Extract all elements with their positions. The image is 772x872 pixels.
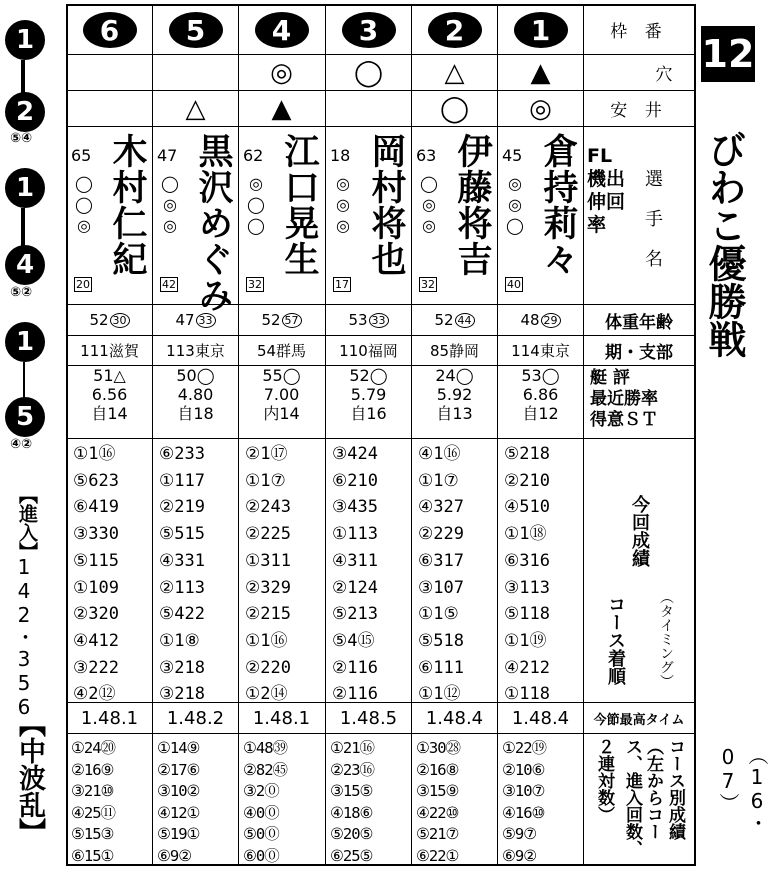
course-arrive-label: コース着順 (605, 595, 626, 685)
result-item: ③435 (332, 497, 378, 518)
age: 29 (541, 313, 561, 328)
hole-mark: ◯ (353, 57, 384, 88)
course-item: ③10⑦ (502, 782, 545, 801)
results-list (418, 441, 464, 708)
race-count: 40 (507, 278, 521, 291)
race-count: 20 (76, 278, 90, 291)
eval: 50◯ (176, 366, 215, 385)
age: 30 (110, 313, 130, 328)
fl-number: 47 (157, 146, 178, 165)
anchor-mark (326, 91, 411, 126)
race-title: びわこ優勝戦 (702, 130, 746, 358)
eval-stats (67, 366, 152, 423)
weight-age (239, 305, 324, 335)
player-name: 倉持莉々 (538, 133, 578, 277)
course-item: ⑤15③ (71, 825, 114, 844)
course-item: ④18⑥ (330, 803, 373, 822)
term: 111 (80, 341, 109, 360)
result-item: ②329 (245, 577, 291, 598)
eval: 51△ (93, 366, 126, 385)
course-item: ⑤21⑦ (416, 825, 459, 844)
age: 44 (455, 313, 475, 328)
result-item: ③218 (159, 657, 205, 678)
player-name: 江口晃生 (279, 133, 319, 277)
entry-value: 142・356 (12, 555, 36, 719)
term: 85 (429, 341, 450, 360)
result-item: ④327 (418, 497, 464, 518)
prediction-mark: ◎ (249, 174, 263, 193)
result-item: ②124 (332, 577, 378, 598)
course-item: ⑥15① (71, 846, 114, 865)
result-item: ①1⑤ (418, 604, 459, 625)
fl-number: 62 (243, 146, 264, 165)
prediction-mark: ◎ (422, 216, 436, 235)
branch: 群馬 (276, 342, 307, 360)
frame-number: 4 (255, 12, 309, 48)
prediction-mark: ◯ (161, 174, 179, 193)
course-item: ③15⑤ (330, 782, 373, 801)
course-stats (243, 738, 287, 868)
hole-mark (67, 55, 152, 90)
course-stats (71, 738, 115, 868)
course-item: ①48㊴ (243, 739, 288, 757)
result-item: ①113 (332, 524, 378, 545)
weight: 52 (89, 311, 109, 329)
weight-age (326, 305, 411, 335)
result-item: ①311 (245, 550, 291, 571)
result-item: ②113 (159, 577, 205, 598)
result-item: ③113 (504, 577, 550, 598)
branch: 静岡 (449, 342, 480, 360)
favorite-st: 自12 (522, 404, 559, 423)
anchor-mark: ◎ (529, 93, 552, 124)
course-item: ③10② (157, 782, 200, 801)
favorite-st: 自16 (350, 404, 387, 423)
result-item: ①118 (504, 684, 550, 705)
course-item: ①30㉘ (416, 739, 461, 757)
fl-number: 63 (416, 146, 437, 165)
eval: 52◯ (349, 366, 388, 385)
best-time: 1.48.1 (252, 707, 311, 729)
win-rate: 7.00 (263, 385, 300, 404)
forecast-2-top: 1 (5, 168, 45, 208)
result-item: ①2⑭ (245, 684, 288, 705)
branch: 東京 (194, 342, 225, 360)
result-item: ②219 (159, 497, 205, 518)
prediction-mark: ◎ (163, 195, 177, 214)
course-item: ⑥0⓪ (243, 846, 279, 865)
forecast-3-bottom: 5 (5, 397, 45, 437)
race-forecast: 【中波乱】 (14, 710, 45, 845)
course-item: ③21⑩ (71, 782, 114, 801)
win-rate: 5.92 (436, 385, 473, 404)
player-name: 黒沢めぐみ (193, 133, 233, 313)
term-branch (153, 336, 238, 365)
prediction-mark: ◎ (336, 216, 350, 235)
course-item: ①24⑳ (71, 739, 116, 757)
term-branch (412, 336, 497, 365)
result-item: ⑥419 (73, 497, 119, 518)
prediction-marks (332, 173, 354, 236)
frame-number: 3 (342, 12, 396, 48)
race-count: 17 (335, 278, 349, 291)
forecast-1-odds: ⑤④ (10, 131, 33, 146)
weight-age-label: 体重年齢 (605, 312, 673, 333)
result-item: ②220 (245, 657, 291, 678)
result-item: ⑤4⑮ (332, 630, 375, 651)
result-item: ⑤218 (504, 444, 550, 464)
result-item: ①1⑲ (504, 630, 547, 651)
course-stats-label-1: コース別成績 (665, 738, 685, 840)
entry-label: 【進入】 (16, 485, 38, 561)
course-item: ④0⓪ (243, 803, 279, 822)
prediction-mark: ◯ (506, 216, 524, 235)
prediction-mark: ◎ (508, 174, 522, 193)
eval: 55◯ (262, 366, 301, 385)
course-item: ②23⑯ (330, 760, 375, 779)
course-stats (502, 738, 546, 868)
anchor-mark: ◯ (439, 93, 470, 124)
result-item: ⑤518 (418, 630, 464, 651)
prediction-mark: ◯ (247, 195, 265, 214)
player-name: 岡村将也 (366, 133, 406, 277)
course-item: ④16⑩ (502, 803, 545, 822)
result-item: ⑥316 (504, 550, 550, 571)
prediction-mark: ◎ (336, 195, 350, 214)
results-list (73, 441, 119, 708)
term-branch-label: 期・支部 (605, 343, 673, 363)
favorite-st: 自14 (91, 404, 128, 423)
result-item: ②243 (245, 497, 291, 518)
prediction-mark: ◯ (75, 174, 93, 193)
prediction-mark: ◎ (336, 174, 350, 193)
result-item: ③222 (73, 657, 119, 678)
win-rate: 5.79 (350, 385, 387, 404)
result-item: ②229 (418, 524, 464, 545)
forecast-2-bottom: 4 (5, 245, 45, 285)
weight-age (153, 305, 238, 335)
result-item: ④212 (504, 657, 550, 678)
course-stats (157, 738, 199, 868)
best-time: 1.48.4 (511, 707, 570, 729)
results-list (504, 441, 550, 708)
player-name: 木村仁紀 (107, 133, 147, 277)
course-stats-label-2: （左からコース、進入回数、 (622, 738, 663, 857)
prediction-marks (159, 173, 181, 236)
prediction-marks (73, 173, 95, 236)
term-branch (239, 336, 324, 365)
current-results-label: 今回成績 (629, 495, 650, 567)
prediction-mark: ◯ (247, 216, 265, 235)
course-item: ⑤0⓪ (243, 825, 279, 844)
best-time: 1.48.4 (425, 707, 484, 729)
prediction-mark: ◎ (508, 195, 522, 214)
result-item: ⑤115 (73, 550, 119, 571)
course-item: ①21⑯ (330, 739, 375, 757)
best-time: 1.48.2 (166, 707, 225, 729)
hole-mark: ▲ (530, 57, 551, 88)
result-item: ③424 (332, 444, 378, 464)
results-list (245, 441, 291, 708)
result-item: ①1⑦ (418, 470, 459, 491)
course-item: ⑤9⑦ (502, 825, 537, 844)
eval-stats (153, 366, 238, 423)
term: 110 (339, 341, 368, 360)
stats-labels: FL 機出 伸回 率 (587, 145, 626, 236)
result-item: ③107 (418, 577, 464, 598)
result-item: ⑤118 (504, 604, 550, 625)
branch: 福岡 (367, 342, 398, 360)
branch: 東京 (539, 342, 570, 360)
course-item: ③2⓪ (243, 782, 279, 801)
forecast-1-top: 1 (5, 20, 45, 60)
hole-label: 穴 (655, 65, 673, 85)
win-rate: 6.56 (91, 385, 128, 404)
course-item: ④22⑩ (416, 803, 459, 822)
result-item: ②215 (245, 604, 291, 625)
anchor-mark: ▲ (271, 93, 292, 124)
prediction-marks (245, 173, 267, 236)
course-item: ②82㊺ (243, 760, 288, 779)
course-item: ⑥9② (502, 846, 537, 865)
result-item: ⑤213 (332, 604, 378, 625)
course-item: ②16⑧ (416, 760, 459, 779)
course-stats (416, 738, 460, 868)
result-item: ②1⑰ (245, 444, 288, 464)
course-item: ⑥25⑤ (330, 846, 373, 865)
anchor-mark: △ (185, 93, 206, 124)
course-item: ①22⑲ (502, 739, 547, 757)
course-item: ⑤19① (157, 825, 200, 844)
race-count: 42 (162, 278, 176, 291)
result-item: ④412 (73, 630, 119, 651)
course-item: ④12① (157, 803, 200, 822)
eval: 24◯ (435, 366, 474, 385)
result-item: ①1⑱ (504, 524, 547, 545)
favorite-st: 内14 (263, 404, 300, 423)
race-count: 32 (248, 278, 262, 291)
frame-label: 枠 番 (610, 22, 668, 42)
favorite-st: 自18 (177, 404, 214, 423)
eval-stats (326, 366, 411, 423)
result-item: ⑤515 (159, 524, 205, 545)
result-item: ①1⑯ (73, 444, 116, 464)
race-date: （16・07） (716, 745, 769, 833)
eval-stats (239, 366, 324, 423)
weight-age (67, 305, 152, 335)
result-item: ④2⑫ (73, 684, 116, 705)
weight-age (498, 305, 583, 335)
fl-number: 45 (502, 146, 523, 165)
course-stats (330, 738, 374, 868)
result-item: ①1⑦ (245, 470, 286, 491)
win-rate: 4.80 (177, 385, 214, 404)
course-item: ⑥9② (157, 846, 192, 865)
race-count: 32 (421, 278, 435, 291)
result-item: ④331 (159, 550, 205, 571)
weight-age (412, 305, 497, 335)
course-item: ①14⑨ (157, 739, 200, 757)
result-item: ①117 (159, 470, 205, 491)
age: 33 (196, 313, 216, 328)
forecast-2-odds: ⑤② (10, 285, 33, 300)
prediction-mark: ◎ (77, 216, 91, 235)
weight: 53 (348, 311, 368, 329)
anchor-mark (67, 91, 152, 126)
course-item: ④25⑪ (71, 803, 116, 822)
course-item: ②10⑥ (502, 760, 545, 779)
course-item: ②17⑥ (157, 760, 200, 779)
age: 33 (369, 313, 389, 328)
prediction-marks (504, 173, 526, 236)
forecast-3-top: 1 (5, 322, 45, 362)
hole-mark: ◎ (270, 57, 293, 88)
result-item: ②225 (245, 524, 291, 545)
result-item: ⑤623 (73, 470, 119, 491)
term-branch (498, 336, 583, 365)
fl-number: 18 (330, 146, 351, 165)
term-branch (326, 336, 411, 365)
result-item: ②116 (332, 657, 378, 678)
result-item: ⑤422 (159, 604, 205, 625)
results-list (332, 441, 378, 708)
term: 114 (511, 341, 540, 360)
hole-mark: △ (444, 57, 465, 88)
result-item: ④311 (332, 550, 378, 571)
result-item: ②210 (504, 470, 550, 491)
win-rate: 6.86 (522, 385, 559, 404)
best-time: 1.48.5 (339, 707, 398, 729)
forecast-3-odds: ④② (10, 437, 33, 452)
result-item: ②320 (73, 604, 119, 625)
frame-number: 5 (169, 12, 223, 48)
frame-number: 6 (83, 12, 137, 48)
eval: 53◯ (521, 366, 560, 385)
eval-stats (498, 366, 583, 423)
frame-number: 1 (514, 12, 568, 48)
branch: 滋賀 (108, 342, 139, 360)
result-item: ⑥233 (159, 444, 205, 464)
result-item: ②116 (332, 684, 378, 705)
result-item: ⑥210 (332, 470, 378, 491)
best-time: 1.48.1 (80, 707, 139, 729)
weight: 48 (520, 311, 540, 329)
player-name-label: 選 手 名 (645, 169, 663, 270)
best-time-label: 今節最高タイム (593, 712, 685, 728)
course-item: ⑤20⑤ (330, 825, 373, 844)
hole-mark (153, 55, 238, 90)
course-stats-label-3: ２連対数） (594, 738, 614, 823)
course-item: ②16⑨ (71, 760, 114, 779)
term: 54 (256, 341, 277, 360)
player-name: 伊藤将吉 (452, 133, 492, 277)
frame-number: 2 (428, 12, 482, 48)
result-item: ③330 (73, 524, 119, 545)
course-item: ③15⑨ (416, 782, 459, 801)
age: 57 (282, 313, 302, 328)
term: 113 (166, 341, 195, 360)
result-item: ④1⑯ (418, 444, 461, 464)
favorite-st: 自13 (436, 404, 473, 423)
term-branch (67, 336, 152, 365)
weight: 52 (261, 311, 281, 329)
result-item: ①1⑫ (418, 684, 461, 705)
forecast-1-bottom: 2 (5, 92, 45, 132)
result-item: ①1⑯ (245, 630, 288, 651)
eval-labels: 艇 評 最近勝率 得意ＳＴ (590, 368, 658, 430)
prediction-mark: ◎ (163, 216, 177, 235)
course-item: ⑥22① (416, 846, 459, 865)
result-item: ⑥111 (418, 657, 464, 678)
fl-number: 65 (71, 146, 92, 165)
weight: 47 (175, 311, 195, 329)
result-item: ①109 (73, 577, 119, 598)
prediction-marks (418, 173, 440, 236)
result-item: ①1⑧ (159, 630, 200, 651)
anchor-label: 安 井 (610, 101, 668, 121)
result-item: ③218 (159, 684, 205, 705)
result-item: ④510 (504, 497, 550, 518)
prediction-mark: ◯ (75, 195, 93, 214)
results-list (159, 441, 205, 708)
prediction-mark: ◯ (420, 174, 438, 193)
race-number: 12 (701, 26, 755, 82)
weight: 52 (434, 311, 454, 329)
result-item: ⑥317 (418, 550, 464, 571)
timing-label: （タイミング） (658, 590, 674, 688)
prediction-mark: ◎ (422, 195, 436, 214)
eval-stats (412, 366, 497, 423)
